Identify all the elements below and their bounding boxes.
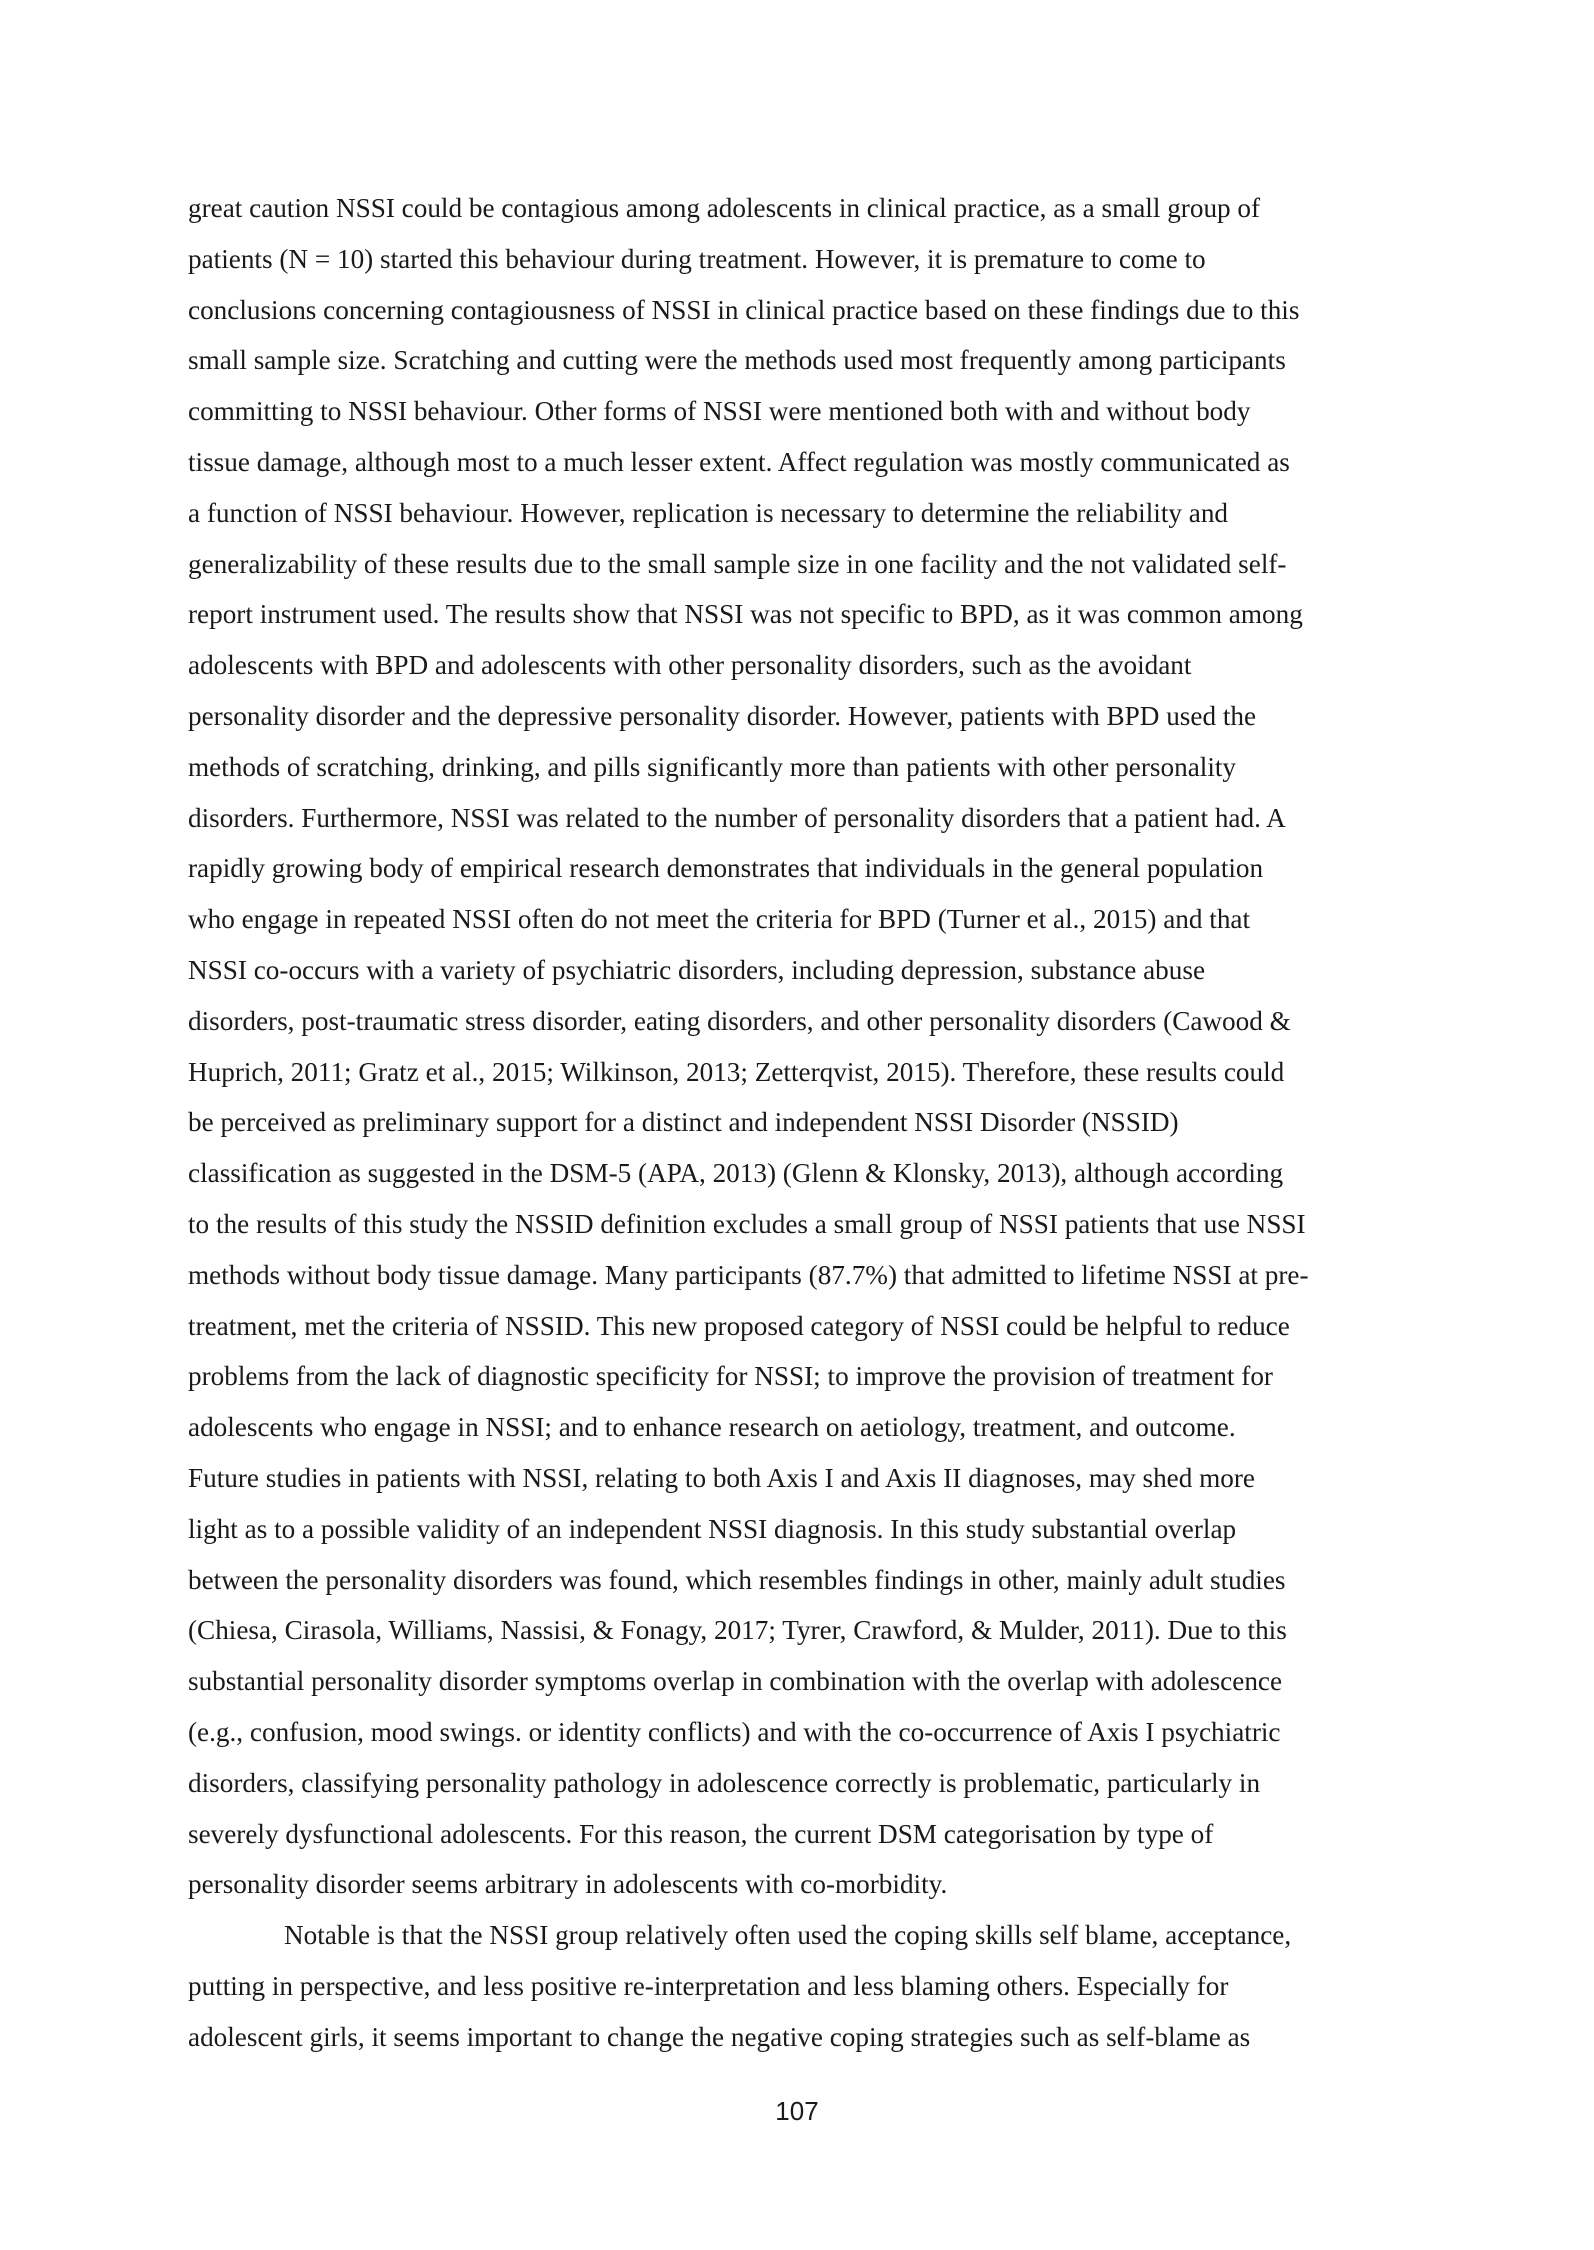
text-line: personality disorder and the depressive personality disorder. However, patients with BPD used the xyxy=(188,700,1257,731)
text-line: between the personality disorders was found, which resembles findings in other, mainly adult studies xyxy=(188,1564,1286,1595)
text-line: small sample size. Scratching and cutting were the methods used most frequently among participants xyxy=(188,345,1286,376)
text-line: report instrument used. The results show that NSSI was not specific to BPD, as it was common among xyxy=(188,599,1303,630)
text-line: personality disorder seems arbitrary in adolescents with co-morbidity. xyxy=(188,1869,948,1900)
text-line: disorders, post-traumatic stress disorder, eating disorders, and other personality disorders (Cawood & xyxy=(188,1005,1291,1036)
text-line: substantial personality disorder symptoms overlap in combination with the overlap with adolescence xyxy=(188,1666,1283,1697)
text-line: great caution NSSI could be contagious among adolescents in clinical practice, as a small group of xyxy=(188,193,1261,223)
text-line: adolescents who engage in NSSI; and to enhance research on aetiology, treatment, and outcome. xyxy=(188,1412,1236,1443)
text-line: a function of NSSI behaviour. However, replication is necessary to determine the reliability and xyxy=(188,497,1229,528)
text-line: (e.g., confusion, mood swings. or identity conflicts) and with the co-occurrence of Axis I psychiatric xyxy=(188,1716,1281,1747)
text-line: adolescents with BPD and adolescents with other personality disorders, such as the avoidant xyxy=(188,650,1192,681)
text-line: problems from the lack of diagnostic specificity for NSSI; to improve the provision of treatment for xyxy=(188,1361,1273,1392)
text-line: treatment, met the criteria of NSSID. This new proposed category of NSSI could be helpful to reduce xyxy=(188,1310,1290,1341)
text-line: patients (N = 10) started this behaviour during treatment. However, it is premature to come to xyxy=(188,243,1206,274)
text-line: NSSI co-occurs with a variety of psychiatric disorders, including depression, substance abuse xyxy=(188,954,1206,985)
text-line: tissue damage, although most to a much lesser extent. Affect regulation was mostly communicated as xyxy=(188,446,1290,477)
text-line: disorders. Furthermore, NSSI was related to the number of personality disorders that a patient had. A xyxy=(188,802,1286,833)
text-line: methods without body tissue damage. Many participants (87.7%) that admitted to lifetime NSSI at pre- xyxy=(188,1259,1309,1290)
text-line: severely dysfunctional adolescents. For this reason, the current DSM categorisation by type of xyxy=(188,1818,1214,1849)
text-line: classification as suggested in the DSM-5 (APA, 2013) (Glenn & Klonsky, 2013), although according xyxy=(188,1158,1284,1189)
text-line: rapidly growing body of empirical research demonstrates that individuals in the general population xyxy=(188,853,1264,884)
text-line: to the results of this study the NSSID definition excludes a small group of NSSI patients that use NSSI xyxy=(188,1208,1306,1239)
text-line: methods of scratching, drinking, and pills significantly more than patients with other personality xyxy=(188,751,1237,782)
text-line: Huprich, 2011; Gratz et al., 2015; Wilkinson, 2013; Zetterqvist, 2015). Therefore, these results could xyxy=(188,1056,1285,1087)
text-line: light as to a possible validity of an independent NSSI diagnosis. In this study substantial overlap xyxy=(188,1513,1237,1544)
text-line: generalizability of these results due to the small sample size in one facility and the not validated self- xyxy=(188,548,1287,579)
body-text xyxy=(188,183,1408,2062)
text-line: be perceived as preliminary support for a distinct and independent NSSI Disorder (NSSID) xyxy=(188,1107,1179,1138)
text-line: conclusions concerning contagiousness of NSSI in clinical practice based on these findings due to this xyxy=(188,294,1300,325)
text-line: Notable is that the NSSI group relatively often used the coping skills self blame, acceptance, xyxy=(284,1920,1292,1951)
text-line: disorders, classifying personality pathology in adolescence correctly is problematic, particularly in xyxy=(188,1767,1261,1798)
page-number: 107 xyxy=(775,2096,819,2126)
text-line: who engage in repeated NSSI often do not meet the criteria for BPD (Turner et al., 2015) and that xyxy=(188,904,1251,935)
text-line: committing to NSSI behaviour. Other forms of NSSI were mentioned both with and without body xyxy=(188,396,1251,427)
text-line: adolescent girls, it seems important to change the negative coping strategies such as self-blame as xyxy=(188,2021,1251,2052)
text-line: putting in perspective, and less positive re-interpretation and less blaming others. Especially for xyxy=(188,1970,1229,2001)
text-line: Future studies in patients with NSSI, relating to both Axis I and Axis II diagnoses, may shed more xyxy=(188,1462,1256,1493)
text-line: (Chiesa, Cirasola, Williams, Nassisi, & Fonagy, 2017; Tyrer, Crawford, & Mulder, 2011). Due to this xyxy=(188,1615,1287,1646)
